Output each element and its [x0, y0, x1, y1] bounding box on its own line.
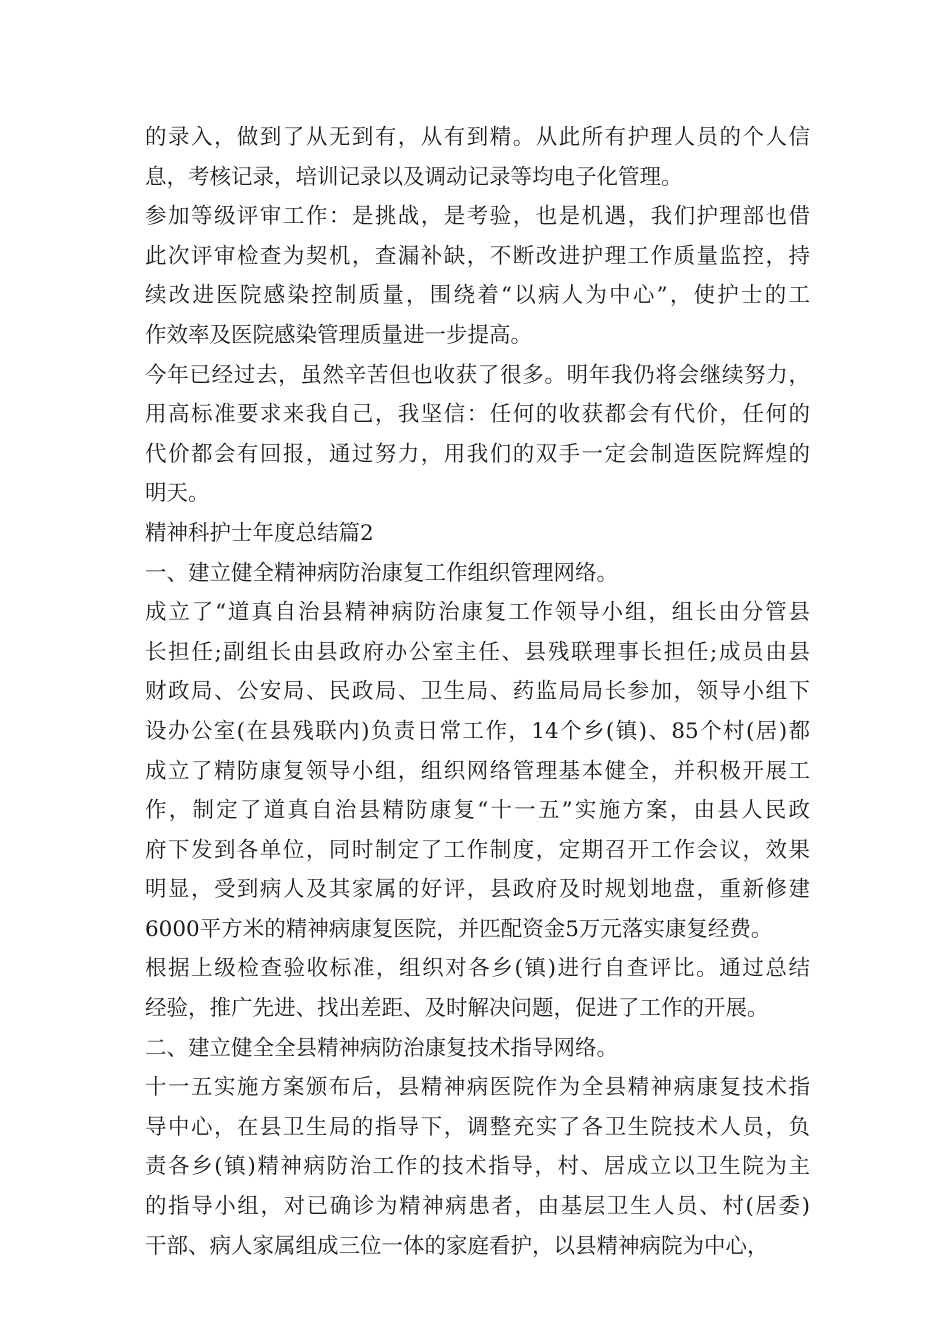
paragraph-line: 作效率及医院感染管理质量进一步提高。: [145, 322, 533, 348]
paragraph-line: 二、建立健全全县精神病防治康复技术指导网络。: [145, 1035, 619, 1061]
paragraph-line: 成立了精防康复领导小组，组织网络管理基本健全，并积极开展工: [145, 758, 810, 784]
paragraph-line: 精神科护士年度总结篇2: [145, 520, 374, 546]
document-paragraph: [145, 593, 810, 949]
paragraph-line: 明天。: [145, 481, 210, 507]
paragraph-line: 府下发到各单位，同时制定了工作制度，定期召开工作会议，效果: [145, 837, 810, 863]
paragraph-line: 代价都会有回报，通过努力，用我们的双手一定会制造医院辉煌的: [145, 441, 810, 467]
paragraph-line: 6000平方米的精神病康复医院，并匹配资金5万元落实康复经费。: [145, 916, 773, 942]
paragraph-line: 设办公室(在县残联内)负责日常工作，14个乡(镇)、85个村(居)都: [145, 718, 810, 744]
paragraph-line: 财政局、公安局、民政局、卫生局、药监局局长参加，领导小组下: [145, 679, 810, 705]
paragraph-line: 作，制定了道真自治县精防康复“十一五”实施方案，由县人民政: [145, 798, 810, 824]
document-paragraph: [145, 118, 810, 197]
document-paragraph: [145, 514, 810, 554]
document-paragraph: [145, 554, 810, 594]
paragraph-line: 明显，受到病人及其家属的好评，县政府及时规划地盘，重新修建: [145, 877, 810, 903]
paragraph-line: 一、建立健全精神病防治康复工作组织管理网络。: [145, 560, 619, 586]
paragraph-line: 今年已经过去，虽然辛苦但也收获了很多。明年我仍将会继续努力，: [145, 362, 810, 388]
paragraph-line: 成立了“道真自治县精神病防治康复工作领导小组，组长由分管县: [145, 600, 810, 626]
paragraph-line: 责各乡(镇)精神病防治工作的技术指导，村、居成立以卫生院为主: [145, 1154, 810, 1180]
paragraph-line: 干部、病人家属组成三位一体的家庭看护，以县精神病院为中心，: [145, 1233, 769, 1259]
document-paragraph: [145, 197, 810, 355]
paragraph-line: 十一五实施方案颁布后，县精神病医院作为全县精神病康复技术指: [145, 1075, 810, 1101]
document-paragraph: [145, 949, 810, 1028]
paragraph-line: 导中心，在县卫生局的指导下，调整充实了各卫生院技术人员，负: [145, 1114, 810, 1140]
paragraph-line: 经验，推广先进、找出差距、及时解决问题，促进了工作的开展。: [145, 996, 769, 1022]
document-body: [145, 118, 810, 1266]
paragraph-line: 用高标准要求来我自己，我坚信：任何的收获都会有代价，任何的: [145, 402, 810, 428]
paragraph-line: 的录入，做到了从无到有，从有到精。从此所有护理人员的个人信: [145, 125, 810, 150]
paragraph-line: 长担任;副组长由县政府办公室主任、县残联理事长担任;成员由县: [145, 639, 810, 665]
document-paragraph: [145, 1068, 810, 1266]
paragraph-line: 续改进医院感染控制质量，围绕着“以病人为中心”，使护士的工: [145, 283, 810, 309]
document-paragraph: [145, 356, 810, 514]
paragraph-line: 息，考核记录，培训记录以及调动记录等均电子化管理。: [145, 164, 683, 190]
paragraph-line: 此次评审检查为契机，查漏补缺，不断改进护理工作质量监控，持: [145, 243, 810, 269]
paragraph-line: 根据上级检查验收标准，组织对各乡(镇)进行自查评比。通过总结: [145, 956, 810, 982]
paragraph-line: 的指导小组，对已确诊为精神病患者，由基层卫生人员、村(居委): [145, 1194, 810, 1220]
document-paragraph: [145, 1029, 810, 1069]
paragraph-line: 参加等级评审工作：是挑战，是考验，也是机遇，我们护理部也借: [145, 204, 810, 230]
